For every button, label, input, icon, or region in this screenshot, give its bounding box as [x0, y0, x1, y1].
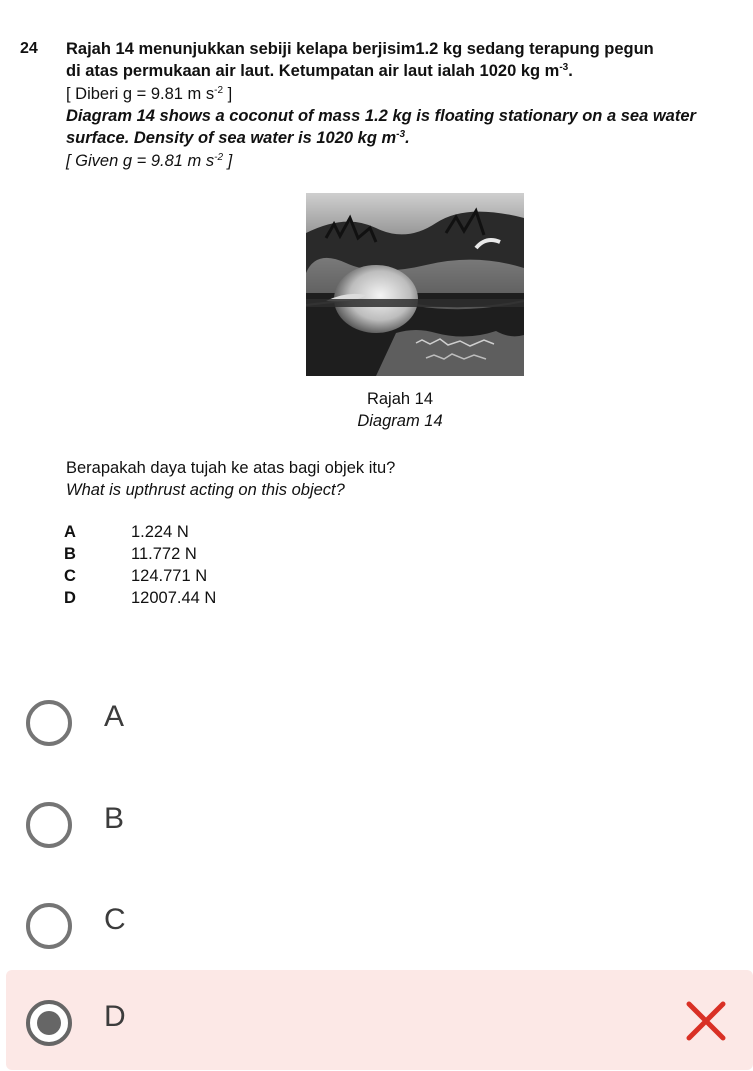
- radio-unselected-icon[interactable]: [26, 903, 72, 949]
- given-en: [ Given g = 9.81 m $s^{-2}$ ]: [66, 152, 233, 170]
- question-text-en-2: surface. Density of sea water is 1020 kg $m^{-3}$.: [66, 129, 410, 147]
- radio-unselected-icon[interactable]: [26, 802, 72, 848]
- option-value: 12007.44 N: [131, 589, 217, 607]
- coconut-floating-photo: [306, 193, 524, 376]
- option-letter: B: [64, 545, 76, 563]
- choice-label: A: [104, 700, 125, 733]
- option-value: 124.771 N: [131, 567, 208, 585]
- option-letter: A: [64, 523, 76, 541]
- question-text-ms-1: Rajah 14 menunjukkan sebiji kelapa berjisim1.2 kg sedang terapung pegun: [66, 40, 654, 58]
- option-letter: C: [64, 567, 76, 585]
- choice-b[interactable]: [0, 772, 753, 872]
- given-ms: [ Diberi g = 9.81 m $s^{-2}$ ]: [66, 85, 233, 103]
- option-letter: D: [64, 589, 76, 607]
- radio-unselected-icon[interactable]: [26, 700, 72, 746]
- choice-label: B: [104, 802, 125, 835]
- radio-selected-icon[interactable]: [26, 1000, 72, 1046]
- option-value: 11.772 N: [131, 545, 197, 563]
- close-icon: [681, 996, 731, 1046]
- option-value: 1.224 N: [131, 523, 189, 541]
- choice-label: C: [104, 903, 126, 936]
- question-ask-ms: Berapakah daya tujah ke atas bagi objek itu?: [66, 459, 396, 477]
- choice-c[interactable]: [0, 873, 753, 973]
- question-text-ms-2: di atas permukaan air laut. Ketumpatan air laut ialah 1020 kg $m^{-3}$.: [66, 62, 573, 80]
- choice-d-incorrect[interactable]: [6, 970, 753, 1070]
- figure-caption-en: Diagram 14: [357, 412, 443, 430]
- choice-label: D: [104, 1000, 126, 1033]
- question-number: 24: [20, 40, 38, 57]
- figure-caption-ms: Rajah 14: [366, 390, 434, 408]
- question-text-en-1: Diagram 14 shows a coconut of mass 1.2 kg is floating stationary on a sea water: [66, 107, 696, 125]
- choice-a[interactable]: [0, 670, 753, 770]
- question-ask-en: What is upthrust acting on this object?: [66, 481, 345, 499]
